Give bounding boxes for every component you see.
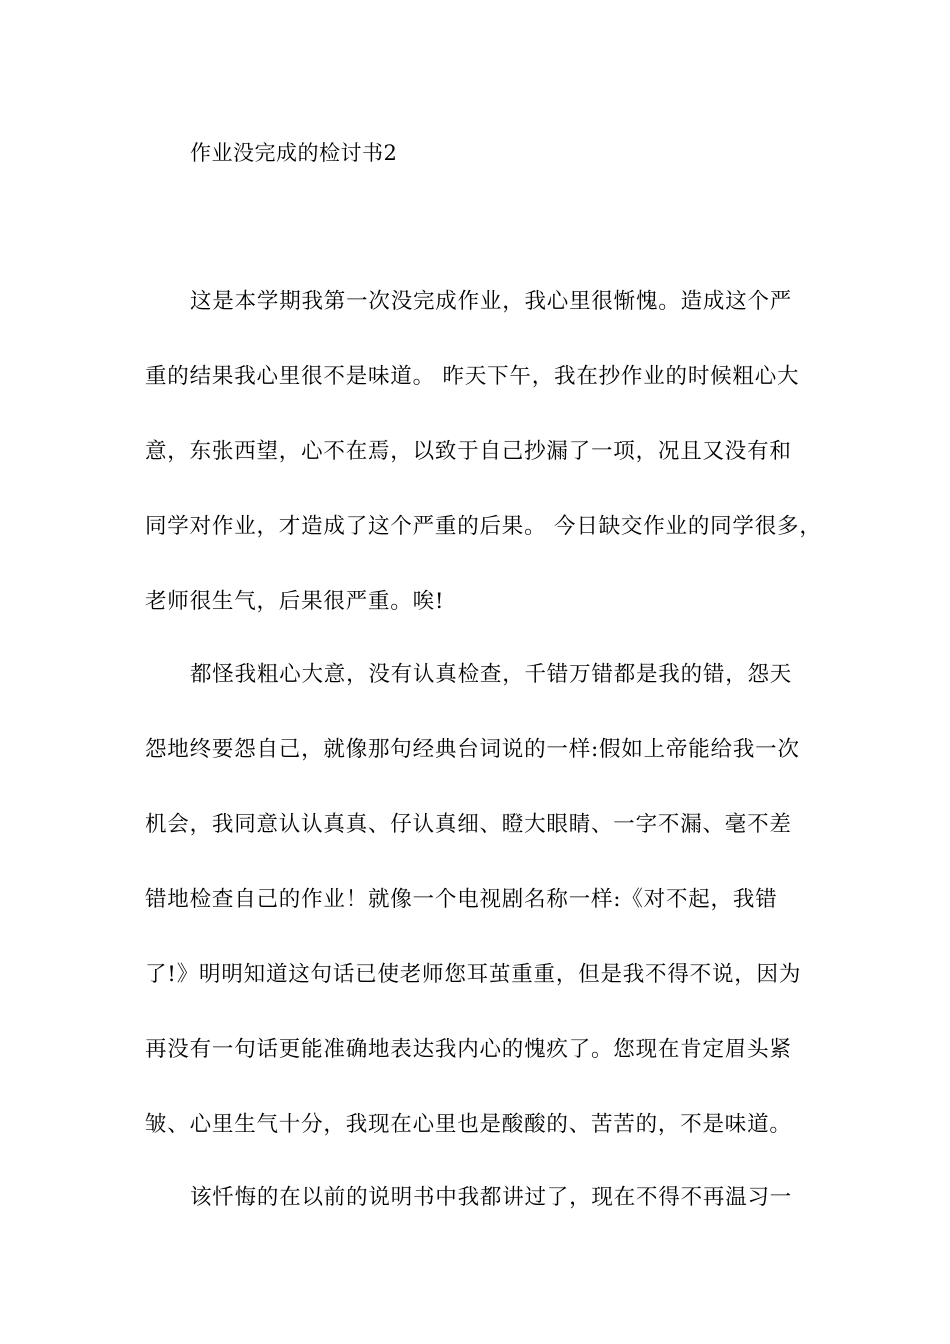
paragraph-1-line-1: 这是本学期我第一次没完成作业，我心里很惭愧。造成这个严 [190, 289, 793, 314]
paragraph-2-line-1: 都怪我粗心大意，没有认真检查，千错万错都是我的错，怨天 [190, 662, 793, 687]
paragraph-2-line-5: 了!》明明知道这句话已使老师您耳茧重重，但是我不得不说，因为 [145, 962, 802, 987]
paragraph-1-line-2: 重的结果我心里很不是味道。 昨天下午，我在抄作业的时候粗心大 [145, 364, 800, 389]
paragraph-1-line-3: 意，东张西望，心不在焉，以致于自己抄漏了一项，况且又没有和 [145, 439, 792, 464]
paragraph-3-line-1: 该忏悔的在以前的说明书中我都讲过了，现在不得不再温习一 [190, 1185, 793, 1210]
paragraph-1-line-5: 老师很生气，后果很严重。唉! [145, 589, 445, 614]
paragraph-1-line-4: 同学对作业，才造成了这个严重的后果。 今日缺交作业的同学很多， [145, 514, 822, 539]
paragraph-2-line-2: 怨地终要怨自己，就像那句经典台词说的一样:假如上帝能给我一次 [145, 737, 800, 762]
paragraph-2-line-6: 再没有一句话更能准确地表达我内心的愧疚了。您现在肯定眉头紧 [145, 1037, 792, 1062]
paragraph-2-line-4: 错地检查自己的作业！就像一个电视剧名称一样:《对不起，我错 [145, 887, 778, 912]
paragraph-2-line-7: 皱、心里生气十分，我现在心里也是酸酸的、苦苦的，不是味道。 [145, 1112, 792, 1137]
paragraph-2-line-3: 机会，我同意认认真真、仔认真细、瞪大眼睛、一字不漏、毫不差 [145, 812, 792, 837]
document-title: 作业没完成的检讨书2 [190, 141, 398, 165]
